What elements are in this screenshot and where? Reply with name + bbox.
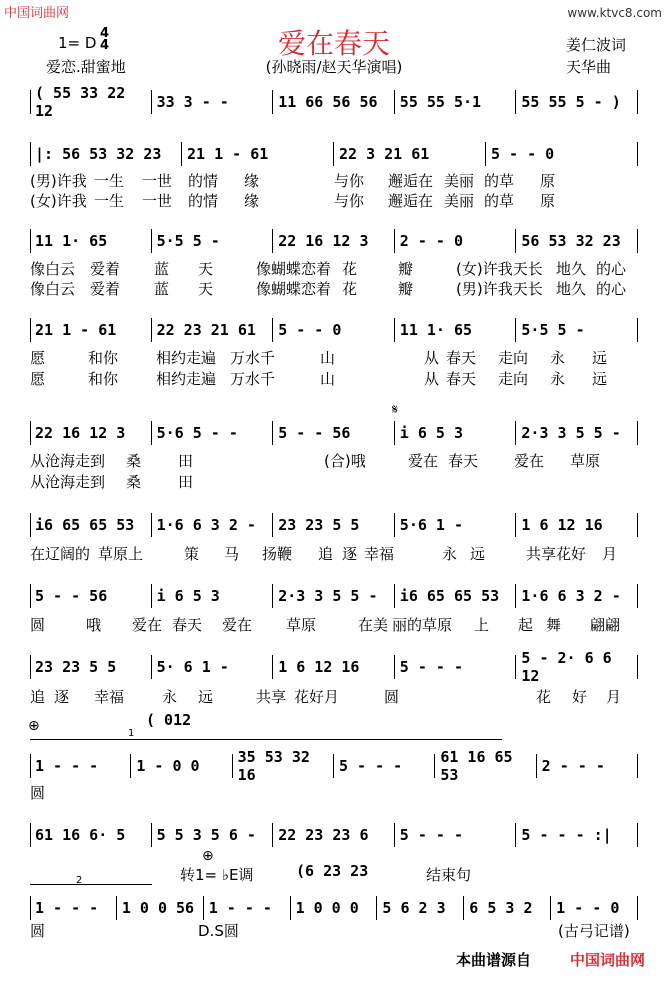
coda-icon: ⊕ xyxy=(28,718,40,734)
measure: 56 53 32 23 xyxy=(521,232,621,250)
pickup-notes: ( 012 xyxy=(146,711,192,729)
barline xyxy=(130,754,131,778)
measure: 22 23 23 6 xyxy=(278,826,369,844)
measure: i 6 5 3 xyxy=(156,587,220,605)
notation-row xyxy=(30,513,638,537)
lyric: 从沧海走到 xyxy=(30,452,106,470)
notation-row xyxy=(30,229,638,253)
coda-entry-notes: (6 23 23 xyxy=(296,862,369,880)
lyric: 的草 xyxy=(484,192,515,210)
measure: 5·6 1 - xyxy=(399,516,464,534)
measure: 5·5 5 - xyxy=(156,232,220,250)
barline xyxy=(394,513,395,537)
lyric: 像蝴蝶恋着 xyxy=(256,260,332,278)
lyric: 桑 xyxy=(126,473,142,491)
lyric: 幸福 xyxy=(94,688,125,706)
lyric: 好 xyxy=(572,688,588,706)
coda-icon-2: ⊕ xyxy=(202,848,214,864)
barline xyxy=(151,229,152,253)
measure: 1 - - - xyxy=(35,899,99,917)
lyric: 缘 xyxy=(244,172,260,190)
lyric: 永 xyxy=(550,349,566,367)
lyric: 山 xyxy=(320,370,336,388)
lyric: 花 xyxy=(342,260,358,278)
volta-2-line xyxy=(30,884,152,885)
measure: 22 16 12 3 xyxy=(278,232,369,250)
barline xyxy=(394,823,395,847)
measure: 11 1· 65 xyxy=(35,232,108,250)
barline xyxy=(151,318,152,342)
site-url-right: www.ktvc8.com xyxy=(567,6,662,20)
barline xyxy=(272,513,273,537)
lyric: 一生 xyxy=(94,192,125,210)
lyric: 春天 xyxy=(448,452,479,470)
lyric: (男)许我 xyxy=(30,172,87,190)
notation-row xyxy=(30,142,638,166)
measure: 1 - - - xyxy=(35,757,99,775)
lyric: 山 xyxy=(320,349,336,367)
barline xyxy=(515,584,516,608)
lyric: 翩翩 xyxy=(590,616,621,634)
measure: 1 - 0 0 xyxy=(136,757,200,775)
measure: 5 5 3 5 6 - xyxy=(156,826,256,844)
measure: 1 0 0 0 xyxy=(295,899,359,917)
measure: 1 - - - xyxy=(208,899,272,917)
measure: 5 - - 0 xyxy=(278,321,342,339)
lyric: 瓣 xyxy=(398,280,414,298)
barline xyxy=(515,90,516,114)
barline xyxy=(151,823,152,847)
barline xyxy=(394,229,395,253)
lyricist: 姜仁波词 xyxy=(566,36,627,54)
measure: 1·6 6 3 2 - xyxy=(521,587,621,605)
lyrics-row-3a xyxy=(30,258,638,278)
barline xyxy=(463,896,464,920)
notation-row xyxy=(30,649,638,685)
barline xyxy=(203,896,204,920)
barline xyxy=(637,655,638,679)
lyric: 田 xyxy=(178,452,194,470)
lyric: 草原上 xyxy=(98,545,144,563)
measure: i6 65 65 53 xyxy=(35,516,135,534)
barline xyxy=(272,421,273,445)
barline xyxy=(151,584,152,608)
measure: 5 - - - xyxy=(399,658,464,676)
lyric: 花 xyxy=(536,688,552,706)
measure: 5 - - 56 xyxy=(278,424,351,442)
lyric: 舞 xyxy=(546,616,562,634)
barline xyxy=(515,513,516,537)
lyrics-row-9 xyxy=(30,782,638,802)
barline xyxy=(290,896,291,920)
measure: 6 5 3 2 xyxy=(469,899,533,917)
time-signature-bottom: 4 xyxy=(100,38,110,53)
barline xyxy=(637,318,638,342)
lyric: 追 xyxy=(30,688,46,706)
measure: 5 - - 56 xyxy=(35,587,108,605)
lyric: 幸福 xyxy=(364,545,395,563)
lyric: 春天 xyxy=(446,370,477,388)
ending-label: 结束句 xyxy=(426,866,472,884)
barline xyxy=(151,90,152,114)
lyric: (女)许我 xyxy=(30,192,87,210)
lyric: 共享 xyxy=(256,688,287,706)
barline xyxy=(550,896,551,920)
lyric: 一世 xyxy=(142,172,173,190)
barline xyxy=(272,584,273,608)
lyric: 地久 xyxy=(556,280,587,298)
measure: 22 3 21 61 xyxy=(339,145,430,163)
lyric: 永 xyxy=(162,688,178,706)
lyric: 从 xyxy=(424,349,440,367)
barline xyxy=(394,584,395,608)
barline xyxy=(434,754,435,778)
lyric: 万水千 xyxy=(230,349,276,367)
barline xyxy=(333,754,334,778)
footer-site-name: 中国词曲网 xyxy=(570,951,646,969)
lyric: 圆 xyxy=(30,616,46,634)
barline xyxy=(272,90,273,114)
segno-icon: 𝄋 xyxy=(392,402,399,418)
barline xyxy=(232,754,233,778)
lyric: 蓝 xyxy=(154,260,170,278)
lyric: 从 xyxy=(424,370,440,388)
lyric: 圆 xyxy=(30,784,46,802)
measure: 1 6 12 16 xyxy=(521,516,603,534)
measure: 55 55 5 - ) xyxy=(521,93,621,111)
lyric: 起 xyxy=(518,616,534,634)
lyric: 爱在 xyxy=(132,616,163,634)
measure: 21 1 - 61 xyxy=(35,321,117,339)
measure: i 6 5 3 xyxy=(399,424,464,442)
time-signature-top: 4 xyxy=(100,26,110,41)
barline xyxy=(30,90,31,114)
barline xyxy=(394,655,395,679)
lyric: 远 xyxy=(592,370,608,388)
lyric: 上 xyxy=(474,616,490,634)
volta-1-label: 1 xyxy=(128,728,135,739)
measure: 22 16 12 3 xyxy=(35,424,126,442)
lyric: 从沧海走到 xyxy=(30,473,106,491)
barline xyxy=(116,896,117,920)
modulation-label: 转1= ♭E调 xyxy=(180,866,254,884)
lyric: 相约走遍 xyxy=(156,370,217,388)
lyric: 万水千 xyxy=(230,370,276,388)
lyric: 圆 xyxy=(384,688,400,706)
footer-source-label: 本曲谱源自 xyxy=(456,951,532,969)
lyric: 追 xyxy=(318,545,334,563)
lyric: 走向 xyxy=(498,370,529,388)
measure: 11 66 56 56 xyxy=(278,93,378,111)
measure: 2 - - 0 xyxy=(399,232,464,250)
measure: 11 1· 65 xyxy=(399,321,473,339)
lyric: (合)哦 xyxy=(324,452,366,470)
barline xyxy=(272,318,273,342)
lyric: 的情 xyxy=(188,192,219,210)
lyric: 逐 xyxy=(54,688,70,706)
measure: 1·6 6 3 2 - xyxy=(156,516,256,534)
barline xyxy=(394,90,395,114)
barline xyxy=(394,421,395,445)
barline xyxy=(637,90,638,114)
notation-row xyxy=(30,84,638,120)
lyric: 像白云 xyxy=(30,280,76,298)
lyrics-row-2b xyxy=(30,190,638,210)
measure: 22 23 21 61 xyxy=(156,321,256,339)
lyric: 圆 xyxy=(30,922,46,940)
composer: 天华曲 xyxy=(566,58,612,76)
lyrics-row-4a xyxy=(30,347,638,367)
volta-line xyxy=(30,739,502,740)
lyric: 策 xyxy=(184,545,200,563)
lyric: 爱在 xyxy=(222,616,253,634)
lyric: 相约走遍 xyxy=(156,349,217,367)
lyric: 爱着 xyxy=(90,280,121,298)
barline xyxy=(272,229,273,253)
lyric: 和你 xyxy=(88,349,119,367)
lyric: 原 xyxy=(540,192,556,210)
lyric: 天 xyxy=(198,260,214,278)
lyrics-row-7 xyxy=(30,614,638,634)
lyric: 像白云 xyxy=(30,260,76,278)
barline xyxy=(515,655,516,679)
barline xyxy=(637,229,638,253)
barline xyxy=(376,896,377,920)
lyric: 一生 xyxy=(94,172,125,190)
lyric: (古弓记谱) xyxy=(558,922,630,940)
key-signature: 1= D xyxy=(58,34,97,52)
lyric: 花好月 xyxy=(294,688,340,706)
barline xyxy=(272,655,273,679)
lyric: (女)许我天长 xyxy=(456,260,543,278)
lyric: 爱在 xyxy=(514,452,545,470)
lyric: 蓝 xyxy=(154,280,170,298)
barline xyxy=(151,655,152,679)
notation-row xyxy=(30,748,638,784)
barline xyxy=(637,896,638,920)
notation-row xyxy=(30,318,638,342)
barline xyxy=(151,513,152,537)
lyric: 一世 xyxy=(142,192,173,210)
lyric: 草原 xyxy=(570,452,601,470)
singers: (孙晓雨/赵天华演唱) xyxy=(265,58,403,76)
lyric: 的心 xyxy=(596,280,627,298)
barline xyxy=(515,421,516,445)
lyric: 丽的草原 xyxy=(392,616,453,634)
lyric: 缘 xyxy=(244,192,260,210)
lyric: 马 xyxy=(224,545,240,563)
lyric: 在辽阔的 xyxy=(30,545,91,563)
measure: 23 23 5 5 xyxy=(35,658,117,676)
measure: 5· 6 1 - xyxy=(156,658,229,676)
lyric: 和你 xyxy=(88,370,119,388)
volta-2-label: 2 xyxy=(76,875,83,886)
barline xyxy=(394,318,395,342)
lyric: 瓣 xyxy=(398,260,414,278)
lyric: 的情 xyxy=(188,172,219,190)
lyrics-row-5a xyxy=(30,450,638,470)
lyric: 春天 xyxy=(446,349,477,367)
measure: ( 55 33 22 12 xyxy=(35,84,126,120)
measure: 23 23 5 5 xyxy=(278,516,360,534)
barline xyxy=(637,421,638,445)
measure: 55 55 5·1 xyxy=(399,93,482,111)
barline xyxy=(30,142,31,166)
lyric: 与你 xyxy=(334,192,365,210)
notation-row xyxy=(30,823,638,847)
lyric: 走向 xyxy=(498,349,529,367)
measure: 5 6 2 3 xyxy=(382,899,446,917)
barline xyxy=(515,229,516,253)
measure: 2·3 3 5 5 - xyxy=(278,587,378,605)
barline xyxy=(272,823,273,847)
notation-row xyxy=(30,584,638,608)
measure: 2 - - - xyxy=(541,757,605,775)
lyric: 永 xyxy=(550,370,566,388)
lyric: (男)许我天长 xyxy=(456,280,543,298)
lyric: 花 xyxy=(342,280,358,298)
lyric: 哦 xyxy=(86,616,102,634)
lyric: 爱着 xyxy=(90,260,121,278)
measure: 2·3 3 5 5 - xyxy=(521,424,621,442)
lyric: 的草 xyxy=(484,172,515,190)
lyric: 愿 xyxy=(30,370,46,388)
lyric: 在美 xyxy=(358,616,389,634)
lyrics-row-11 xyxy=(30,920,638,940)
barline xyxy=(515,318,516,342)
lyric: 愿 xyxy=(30,349,46,367)
lyric: 草原 xyxy=(286,616,317,634)
lyric: 爱在 xyxy=(408,452,439,470)
lyrics-row-2a xyxy=(30,170,638,190)
lyric: 月 xyxy=(606,688,622,706)
lyric: 美丽 xyxy=(444,172,475,190)
lyric: 远 xyxy=(592,349,608,367)
notation-row xyxy=(30,421,638,445)
lyrics-row-5b xyxy=(30,471,638,491)
barline xyxy=(637,142,638,166)
barline xyxy=(151,421,152,445)
lyric: 永 xyxy=(442,545,458,563)
lyric: 原 xyxy=(540,172,556,190)
measure: 5 - - 0 xyxy=(491,145,555,163)
barline xyxy=(637,754,638,778)
lyric: 邂逅在 xyxy=(388,172,434,190)
measure: 35 53 32 16 xyxy=(237,748,310,784)
measure: 5 - 2· 6 6 12 xyxy=(521,649,612,685)
time-signature xyxy=(100,28,109,52)
barline xyxy=(181,142,182,166)
site-name-left: 中国词曲网 xyxy=(4,6,70,21)
measure: 5 - - - :| xyxy=(521,826,612,844)
measure: 33 3 - - xyxy=(156,93,229,111)
performance-style: 爱恋.甜蜜地 xyxy=(46,58,126,76)
lyrics-row-4b xyxy=(30,368,638,388)
lyrics-row-3b xyxy=(30,278,638,298)
lyric: 桑 xyxy=(126,452,142,470)
lyric: D.S圆 xyxy=(198,922,239,940)
lyric: 田 xyxy=(178,473,194,491)
barline xyxy=(333,142,334,166)
lyric: 扬鞭 xyxy=(262,545,293,563)
lyrics-row-8 xyxy=(30,686,638,706)
measure: 5·5 5 - xyxy=(521,321,585,339)
lyric: 春天 xyxy=(172,616,203,634)
lyric: 月 xyxy=(602,545,618,563)
song-title: 爱在春天 xyxy=(277,27,390,60)
measure: 5 - - - xyxy=(339,757,403,775)
lyric: 像蝴蝶恋着 xyxy=(256,280,332,298)
lyric: 地久 xyxy=(556,260,587,278)
measure: 1 0 0 56 xyxy=(121,899,195,917)
lyric: 远 xyxy=(470,545,486,563)
lyric: 远 xyxy=(198,688,214,706)
measure: 21 1 - 61 xyxy=(187,145,269,163)
barline xyxy=(515,823,516,847)
measure: 1 - - 0 xyxy=(556,899,620,917)
barline xyxy=(637,513,638,537)
measure: i6 65 65 53 xyxy=(399,587,500,605)
lyric: 逐 xyxy=(342,545,358,563)
measure: 5 - - - xyxy=(399,826,464,844)
lyric: 共享花好 xyxy=(526,545,587,563)
lyric: 天 xyxy=(198,280,214,298)
lyric: 的心 xyxy=(596,260,627,278)
measure: 1 6 12 16 xyxy=(278,658,360,676)
measure: |: 56 53 32 23 xyxy=(35,145,162,163)
barline xyxy=(637,823,638,847)
measure: 5·6 5 - - xyxy=(156,424,238,442)
lyric: 美丽 xyxy=(444,192,475,210)
measure: 61 16 65 53 xyxy=(440,748,513,784)
barline xyxy=(536,754,537,778)
lyrics-row-6 xyxy=(30,543,638,563)
barline xyxy=(637,584,638,608)
lyric: 与你 xyxy=(334,172,365,190)
lyric: 邂逅在 xyxy=(388,192,434,210)
measure: 61 16 6· 5 xyxy=(35,826,126,844)
notation-row xyxy=(30,896,638,920)
barline xyxy=(485,142,486,166)
